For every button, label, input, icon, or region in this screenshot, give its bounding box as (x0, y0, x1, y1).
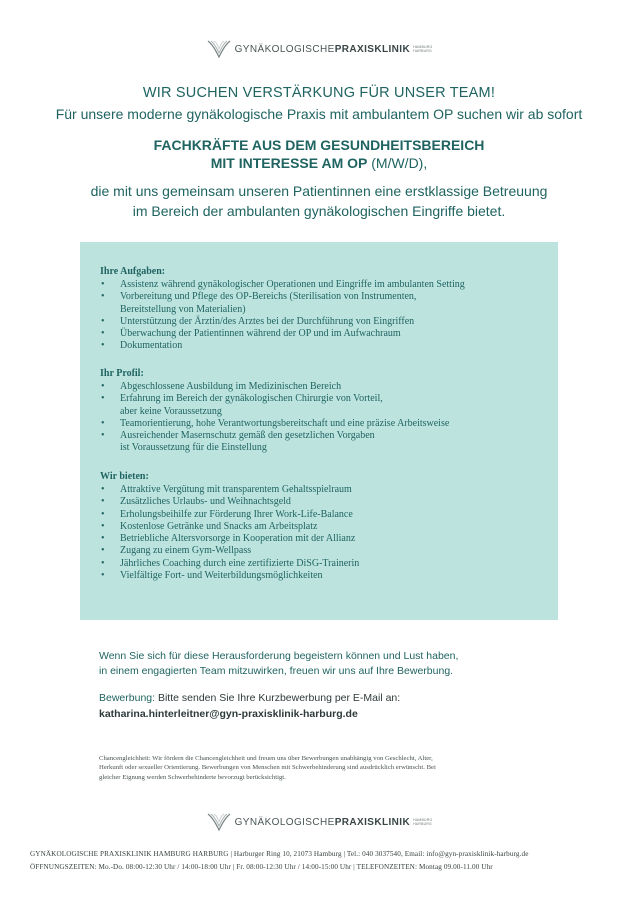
description-line1: die mit uns gemeinsam unseren Patientinnen eine erstklassige Betreuung (90, 183, 548, 199)
clinic-logo-bottom (0, 810, 638, 834)
ribbon-logo-icon (206, 812, 232, 832)
position-title-line2: MIT INTERESSE AM OP (M/W/D), (210, 155, 428, 171)
list-item: • Ausreichender Masernschutz gemäß den gesetzlichen Vorgaben ist Voraussetzung für die Einstellung (100, 430, 520, 455)
logo-city: HAMBURG HARBURG (413, 818, 433, 826)
list-item: • Vorbereitung und Pflege des OP-Bereichs (Sterilisation von Instrumenten, Bereitstellung von Materialien) (100, 291, 520, 316)
ribbon-logo-icon (206, 39, 232, 59)
disclaimer-line1: Chancengleichheit: Wir fördern die Chancengleichheit und freuen uns über Bewerbungen unabhängig von Geschlecht, Alter, (99, 755, 433, 762)
list-item: • Abgeschlossene Ausbildung im Medizinischen Bereich (100, 381, 520, 393)
list-item: • Teamorientierung, hohe Verantwortungsbereitschaft und eine präzise Arbeitsweise (100, 418, 520, 430)
list-item: • Dokumentation (100, 340, 520, 352)
list-item: • Zusätzliches Urlaubs- und Weihnachtsgeld (100, 496, 520, 508)
logo-wordmark: GYNÄKOLOGISCHEPRAXISKLINIK (234, 816, 411, 828)
list-item: • Attraktive Vergütung mit transparentem Gehaltsspielraum (100, 484, 520, 496)
footer-hours: ÖFFNUNGSZEITEN: Mo.-Do. 08:00-12:30 Uhr / 14:00-18:00 Uhr | Fr. 08:00-12:30 Uhr / 14:00-15:00 Uhr | TELEFONZEITEN: Montag 09.00-11.00 Uhr (30, 863, 493, 871)
closing-line2: in einem engagierten Team mitzuwirken, freuen wir uns auf Ihre Bewerbung. (99, 665, 454, 677)
closing-line1: Wenn Sie sich für diese Herausforderung begeistern können und Lust haben, (99, 650, 459, 662)
list-item: • Vielfältige Fort- und Weiterbildungsmöglichkeiten (100, 570, 520, 582)
headline-intro: Für unsere moderne gynäkologische Praxis mit ambulantem OP suchen wir ab sofort (55, 106, 583, 122)
application-email-link[interactable]: katharina.hinterleitner@gyn-praxisklinik-harburg.de (99, 708, 358, 720)
list-item: • Betriebliche Altersvorsorge in Kooperation mit der Allianz (100, 533, 520, 545)
logo-wordmark: GYNÄKOLOGISCHEPRAXISKLINIK (234, 43, 411, 55)
application-label: Bewerbung: (99, 692, 156, 704)
clinic-logo-top (0, 37, 638, 61)
logo-city: HAMBURG HARBURG (413, 45, 433, 53)
headline-title: WIR SUCHEN VERSTÄRKUNG FÜR UNSER TEAM! (142, 85, 496, 101)
disclaimer-line3: gleicher Eignung werden Schwerbehinderte bevorzugt berücksichtigt. (99, 774, 286, 781)
profil-heading: Ihr Profil: (100, 368, 144, 379)
list-item: • Unterstützung der Ärztin/des Arztes bei der Durchführung von Eingriffen (100, 316, 520, 328)
list-item: • Zugang zu einem Gym-Wellpass (100, 545, 520, 557)
list-item: • Assistenz während gynäkologischer Operationen und Eingriffe im ambulanten Setting (100, 279, 520, 291)
disclaimer-line2: Herkunft oder sexueller Orientierung. Bewerbungen von Menschen mit Schwerbehinderung sind ausdrücklich erwünscht. Bei (99, 764, 436, 771)
bieten-heading: Wir bieten: (100, 471, 149, 482)
list-item: • Erfahrung im Bereich der gynäkologischen Chirurgie von Vorteil, aber keine Voraussetzung (100, 393, 520, 418)
list-item: • Überwachung der Patientinnen während der OP und im Aufwachraum (100, 328, 520, 340)
profil-list (100, 381, 520, 455)
footer-contact: GYNÄKOLOGISCHE PRAXISKLINIK HAMBURG HARBURG | Harburger Ring 10, 21073 Hamburg | Tel.: 040 3037540, Email: info@gyn-praxisklinik-harburg.de (30, 850, 529, 858)
application-instructions: Bewerbung: Bitte senden Sie Ihre Kurzbewerbung per E-Mail an: (99, 692, 401, 704)
bieten-list (100, 484, 520, 582)
aufgaben-list (100, 279, 520, 353)
position-title-line1: FACHKRÄFTE AUS DEM GESUNDHEITSBEREICH (153, 137, 485, 153)
list-item: • Jährliches Coaching durch eine zertifizierte DiSG-Trainerin (100, 558, 520, 570)
list-item: • Kostenlose Getränke und Snacks am Arbeitsplatz (100, 521, 520, 533)
aufgaben-heading: Ihre Aufgaben: (100, 266, 166, 277)
description-line2: im Bereich der ambulanten gynäkologischen Eingriffe bietet. (132, 203, 506, 219)
list-item: • Erholungsbeihilfe zur Förderung Ihrer Work-Life-Balance (100, 509, 520, 521)
